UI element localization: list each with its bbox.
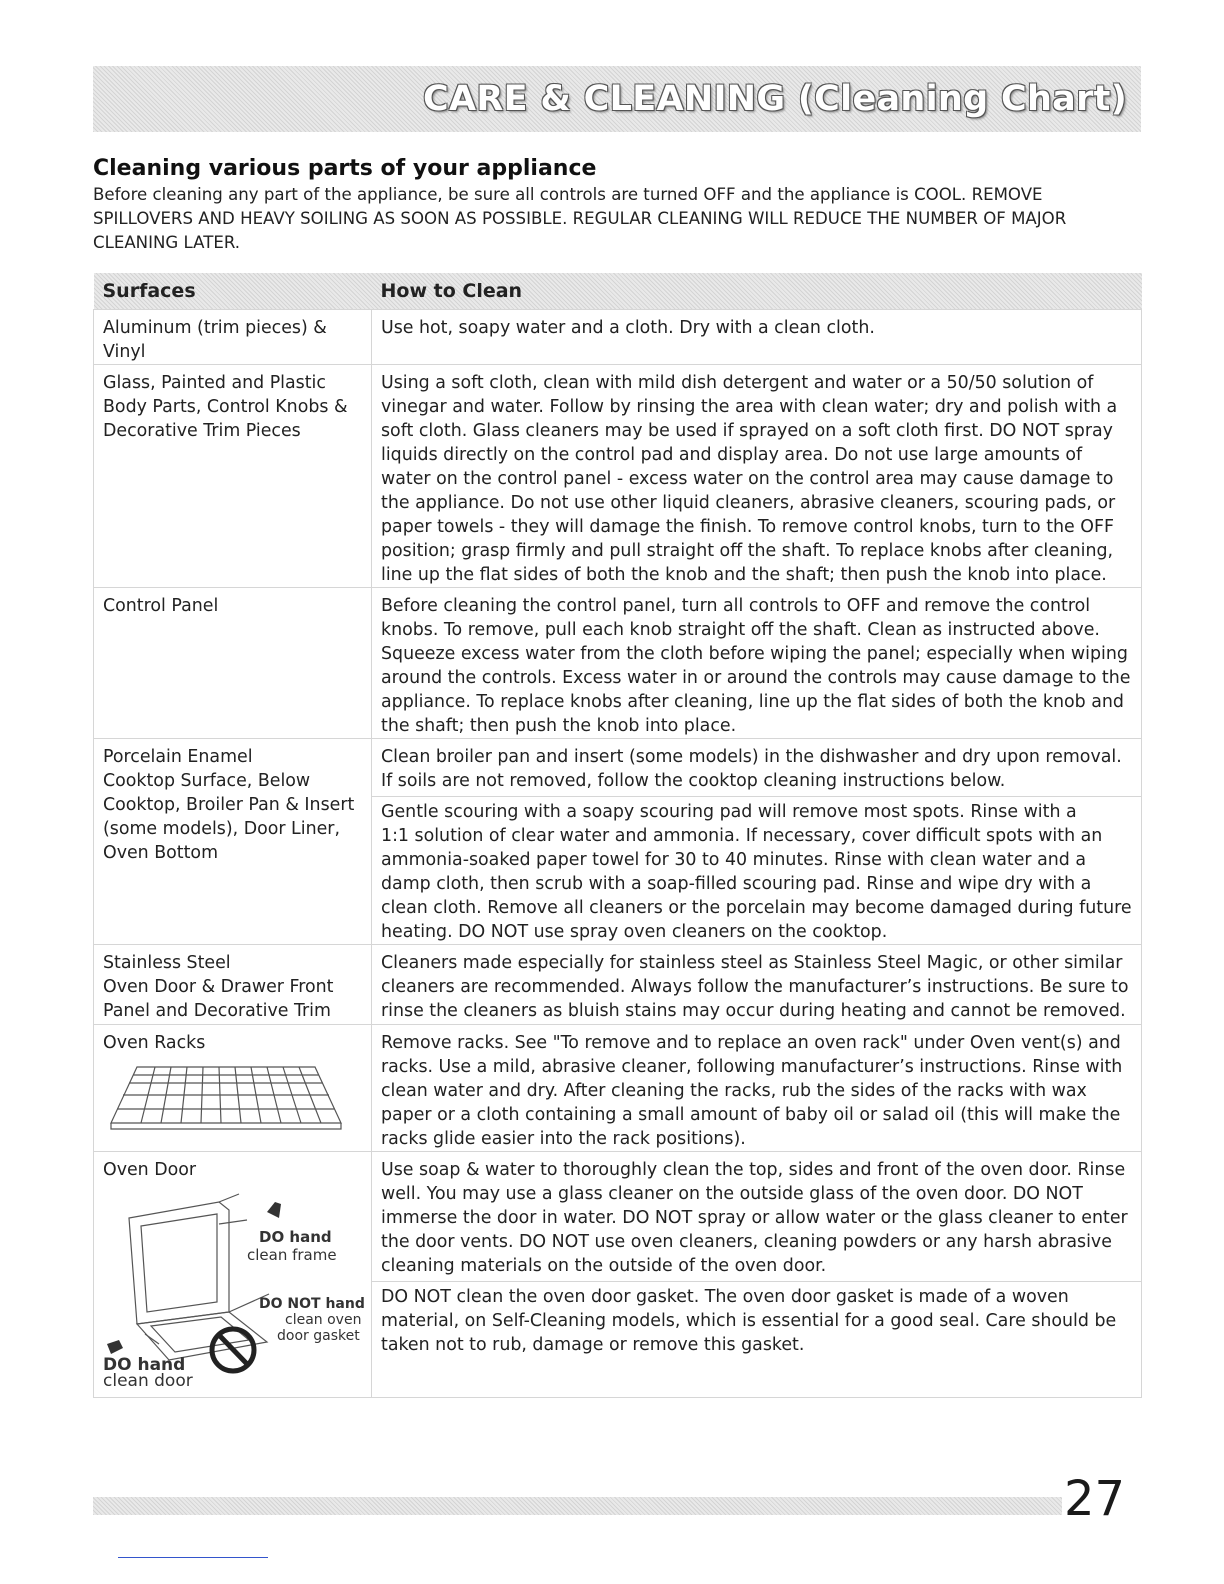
page-number: 27 [1064,1471,1126,1527]
how-to-clean-cell: Before cleaning the control panel, turn all controls to OFF and remove the control knobs. To remove, pull each knob straight off the shaft. Clean as instructed above. Squeeze excess water from the cloth before wiping the panel; especially when wiping around the controls. Excess water in or around the controls may cause damage to the appliance. To replace knobs after cleaning, line up the flat sides of both the knob and the shaft; then push the knob into place. [372,588,1142,739]
how-to-clean-cell: Use hot, soapy water and a cloth. Dry with a clean cloth. [372,310,1142,365]
table-row [94,739,1142,945]
surface-cell: Glass, Painted and Plastic Body Parts, Control Knobs & Decorative Trim Pieces [94,365,372,588]
table-row [94,310,1142,365]
page-link-underline [118,1557,268,1558]
label-clean-frame: clean frame [247,1246,337,1264]
header-how-to-clean: How to Clean [380,280,523,302]
surface-cell: Aluminum (trim pieces) & Vinyl [94,310,372,365]
label-clean-oven: clean oven [285,1312,362,1328]
cell-divider [372,796,1141,797]
table-row [94,365,1142,588]
table-row [94,945,1142,1025]
page-title: CARE & CLEANING (Cleaning Chart) [423,79,1127,119]
intro-paragraph: Before cleaning any part of the appliance, be sure all controls are turned OFF and the appliance is COOL. REMOVE SPILLOVERS AND HEAVY SOILING AS SOON AS POSSIBLE. REGULAR CLEANING WILL REDUCE THE NUMBER OF MAJOR CLEANING LATER. [93,185,1067,252]
cell-divider [372,1281,1141,1282]
surface-cell: Oven Door DO hand clean frame DO NOT hand clean oven door gasket DO hand clean door [94,1152,372,1398]
label-door-gasket: door gasket [277,1328,360,1344]
header-banner [93,66,1141,132]
header-surfaces: Surfaces [102,280,196,302]
how-to-clean-cell: Cleaners made especially for stainless steel as Stainless Steel Magic, or other similar cleaners are recommended. Always follow the manufacturer’s instructions. Be sure to rinse the cleaners as bluish stains may occur during heating and cannot be removed. [372,945,1142,1025]
how-to-clean-cell: Remove racks. See "To remove and to replace an oven rack" under Oven vent(s) and racks. Use a mild, abrasive cleaner, following manufacturer’s instructions. Rinse with clean water and dry. After cleaning the racks, rub the sides of the racks with wax paper or a cloth containing a small amount of baby oil or salad oil (this will make the racks glide easier into the rack positions). [372,1025,1142,1152]
label-clean-door: clean door [103,1371,193,1390]
table-row [94,1025,1142,1152]
oven-rack-illustration [107,1061,345,1133]
label-do-not-hand: DO NOT hand [259,1296,365,1312]
surface-cell: Stainless Steel Oven Door & Drawer Front Panel and Decorative Trim [94,945,372,1025]
surface-cell: Oven Racks [94,1025,372,1152]
cleaning-chart-table [93,273,1142,1398]
how-to-clean-cell: Use soap & water to thoroughly clean the top, sides and front of the oven door. Rinse well. You may use a glass cleaner on the outside glass of the oven door. DO NOT immerse the door in water. DO NOT spray or allow water or the glass cleaner to enter the door vents. DO NOT use oven cleaners, cleaning powders or any harsh abrasive cleaning materials on the outside of the oven door. DO NOT clean the oven door gasket. The oven door gasket is made of a woven material, on Self-Cleaning models, which is essential for a good seal. Care should be taken not to rub, damage or remove this gasket. [372,1152,1142,1398]
surface-cell: Control Panel [94,588,372,739]
table-row [94,1152,1142,1398]
table-row [94,588,1142,739]
table-header-row [94,273,1142,310]
how-to-clean-cell: Using a soft cloth, clean with mild dish detergent and water or a 50/50 solution of vinegar and water. Follow by rinsing the area with clean water; dry and polish with a soft cloth. Glass cleaners may be used if sprayed on a soft cloth first. DO NOT spray liquids directly on the control pad and display area. Do not use large amounts of water on the control panel - excess water on the control area may cause damage to the appliance. Do not use other liquid cleaners, abrasive cleaners, scouring pads, or paper towels - they will damage the finish. To remove control knobs, turn to the OFF position; grasp firmly and pull straight off the shaft. To replace knobs after cleaning, line up the flat sides of both the knob and the shaft; then push the knob into place. [372,365,1142,588]
how-to-clean-cell: Clean broiler pan and insert (some models) in the dishwasher and dry upon removal. If soils are not removed, follow the cooktop cleaning instructions below. Gentle scouring with a soapy scouring pad will remove most spots. Rinse with a 1:1 solution of clear water and ammonia. If necessary, cover difficult spots with an ammonia-soaked paper towel for 30 to 40 minutes. Rinse with clean water and a damp cloth, then scrub with a soap-filled scouring pad. Rinse and wipe dry with a clean cloth. Remove all cleaners or the porcelain may become damaged during future heating. DO NOT use spray oven cleaners on the cooktop. [372,739,1142,945]
section-title: Cleaning various parts of your appliance [93,156,597,181]
svg-text:DO hand [259,1228,332,1246]
label-do-hand: DO hand [259,1228,332,1246]
footer-bar [93,1497,1111,1515]
oven-door-illustration [99,1184,367,1390]
label-do-hand-2: DO hand [103,1355,186,1375]
surface-cell: Porcelain Enamel Cooktop Surface, Below Cooktop, Broiler Pan & Insert (some models), Door Liner, Oven Bottom [94,739,372,945]
